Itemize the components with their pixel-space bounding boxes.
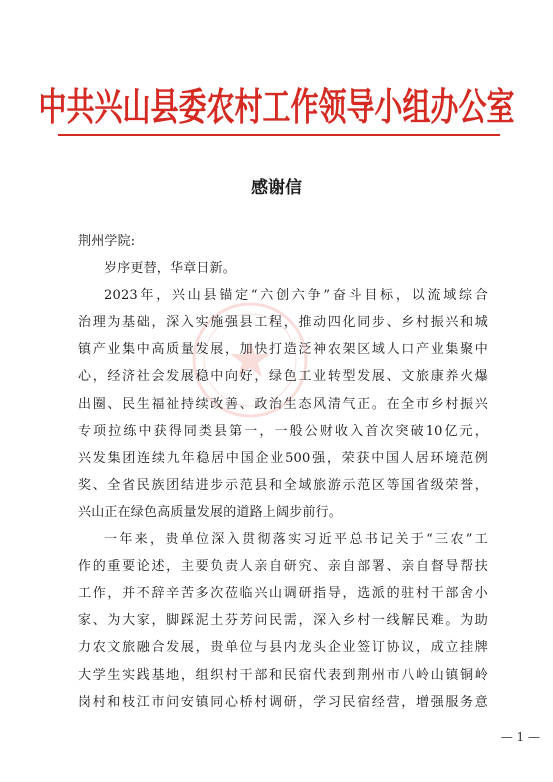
letterhead-org-name: 中共兴山县委农村工作领导小组办公室 bbox=[38, 84, 515, 130]
letterhead-red-rule bbox=[58, 134, 500, 136]
body-line: 岁序更替，华章日新。 bbox=[104, 261, 237, 277]
page-number: — 1 — bbox=[500, 730, 540, 744]
body-line: 大学生实践基地，组织村干部和民宿代表到荆州市八岭山镇铜岭 bbox=[78, 667, 488, 683]
salutation: 荆州学院: bbox=[78, 234, 136, 249]
body-line: 力农文旅融合发展，贵单位与县内龙头企业签订协议，成立挂牌 bbox=[78, 640, 488, 656]
body-line: 作的重要论述，主要负责人亲自研究、亲自部署、亲自督导帮扶 bbox=[78, 559, 488, 575]
body-line: 岗村和枝江市问安镇同心桥村调研，学习民宿经营，增强服务意 bbox=[78, 694, 488, 710]
body-line: 一年来，贵单位深入贯彻落实习近平总书记关于“三农”工 bbox=[104, 532, 488, 548]
body-line: 奖、全省民族团结进步示范县和全域旅游示范区等国省级荣誉， bbox=[78, 477, 488, 493]
body-line: 2023年，兴山县锚定“六创六争”奋斗目标，以流域综合 bbox=[104, 288, 488, 304]
document-title: 感谢信 bbox=[251, 178, 302, 198]
body-line: 镇产业集中高质量发展，加快打造泛神农架区域人口产业集聚中 bbox=[78, 342, 488, 358]
body-line: 兴发集团连续九年稳居中国企业500强，荣获中国人居环境范例 bbox=[78, 450, 488, 466]
body-line: 出圈、民生福祉持续改善、政治生态风清气正。在全市乡村振兴 bbox=[78, 396, 488, 412]
body-line: 工作，并不辞辛苦多次莅临兴山调研指导，选派的驻村干部舍小 bbox=[78, 586, 488, 602]
body-line: 家、为大家，脚踩泥土芬芳问民需，深入乡村一线解民难。为助 bbox=[78, 613, 488, 629]
body-paragraphs bbox=[78, 255, 488, 716]
body-line: 心，经济社会发展稳中向好，绿色工业转型发展、文旅康养火爆 bbox=[78, 369, 488, 385]
body-line: 治理为基础，深入实施强县工程，推动四化同步、乡村振兴和城 bbox=[78, 315, 488, 331]
body-line: 兴山正在绿色高质量发展的道路上阔步前行。 bbox=[78, 504, 343, 520]
letter-body bbox=[78, 228, 488, 716]
body-line: 专项拉练中获得同类县第一，一般公财收入首次突破10亿元， bbox=[78, 423, 488, 439]
